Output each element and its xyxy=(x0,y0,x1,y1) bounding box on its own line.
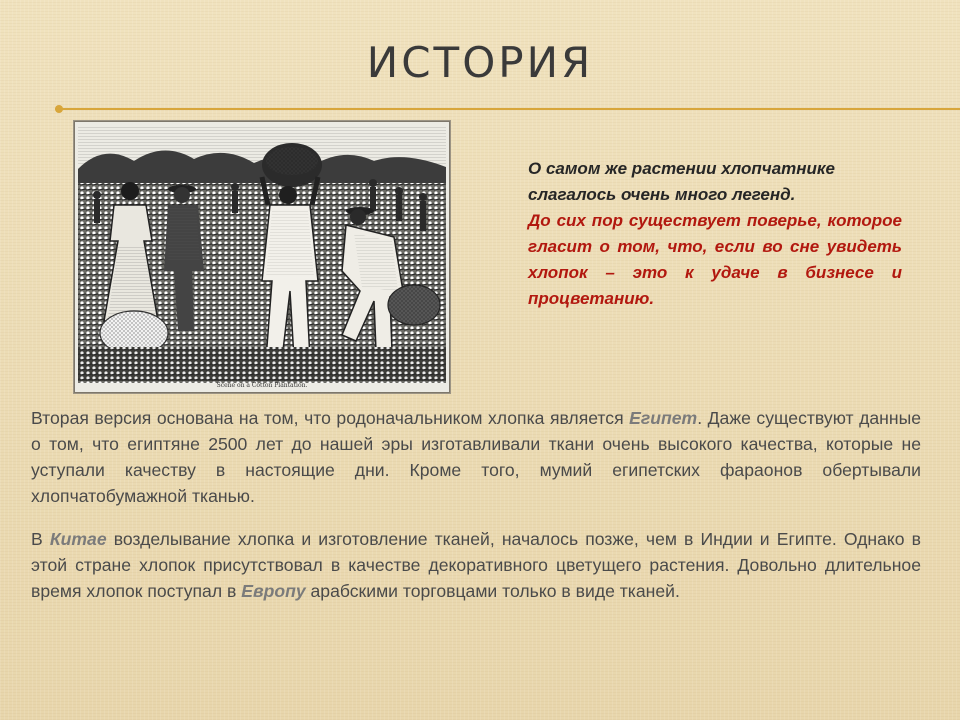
engraving-drawing xyxy=(74,121,450,393)
cotton-plantation-engraving xyxy=(73,120,451,394)
slide-title: ИСТОРИЯ xyxy=(366,38,594,87)
egypt-paragraph-end: . Даже существуют данные о том, что египтяне 2500 лет до нашей эры изготавливали ткани очень высокого качества, которые не уступали качеству в настоящие дни. Кроме того, мумий египетских фараонов обертывали хлопчатобумажной тканью. xyxy=(31,408,922,506)
china-paragraph xyxy=(31,526,921,604)
egypt-highlight: Египет xyxy=(629,408,698,428)
engraving-caption: Scene on a Cotton Plantation. xyxy=(216,382,308,389)
legend-line-1: О самом же растении хлопчатнике xyxy=(528,159,835,178)
egypt-paragraph xyxy=(31,405,921,509)
china-paragraph-start: В xyxy=(31,529,50,549)
europe-highlight: Европу xyxy=(241,581,306,601)
legend-highlight: До сих пор существует поверье, которое гласит о том, что, если во сне увидеть хлопок – это к удаче в бизнесе и процветанию. xyxy=(528,211,902,308)
egypt-paragraph-start: Вторая версия основана на том, что родоначальником хлопка является xyxy=(31,408,630,428)
china-paragraph-middle: возделывание хлопка и изготовление тканей, началось позже, чем в Индии и Египте. Однако в этой стране хлопок присутствовал в качестве декоративного цветущего растения. Довольно длительное время хлопок поступал в xyxy=(31,529,922,601)
china-highlight: Китае xyxy=(49,529,107,549)
title-divider xyxy=(55,108,960,110)
legend-line-2: слагалось очень много легенд. xyxy=(528,185,796,204)
legend-text-block xyxy=(528,156,902,312)
china-paragraph-end: арабскими торговцами только в виде тканей. xyxy=(305,581,680,601)
